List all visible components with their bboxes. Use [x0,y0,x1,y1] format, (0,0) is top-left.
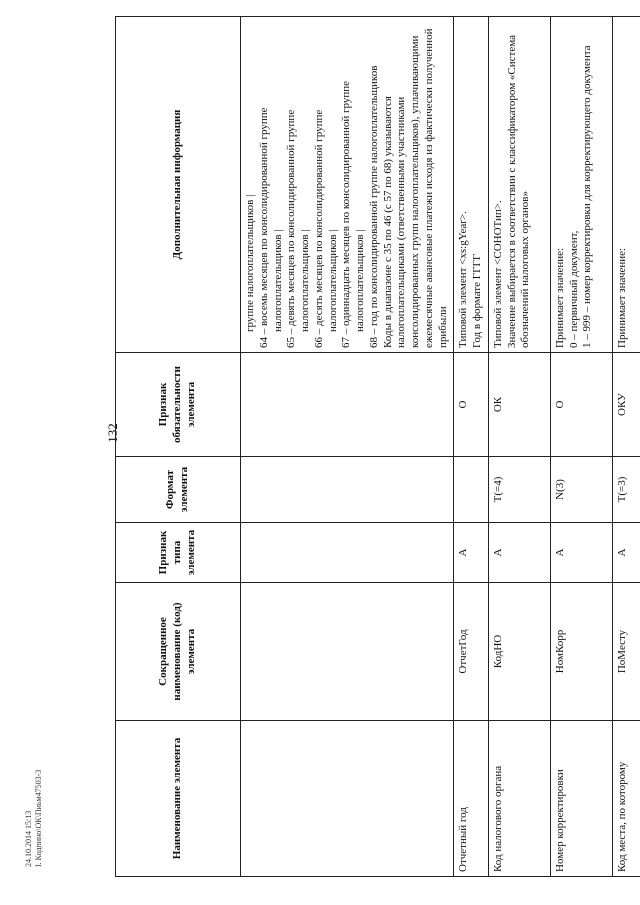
cell-code: КодНО [488,583,550,721]
cell-format [454,457,489,523]
cell-required [241,353,454,457]
footer-path: I. Кодпино\ОК\Пиьм47503-3 [33,769,43,867]
header-element-name: Наименование элемента [116,721,241,877]
cell-required: О [454,353,489,457]
table-row [612,17,640,877]
cell-format [241,457,454,523]
cell-code [241,583,454,721]
table-row [454,17,489,877]
footer-stamp [24,727,43,867]
cell-required: ОКУ [612,353,640,457]
footer-date: 24.10.2014 15:13 [24,810,33,867]
info-line: Типовой элемент <СОНОТип>. [491,200,504,348]
cell-format: T(=4) [488,457,550,523]
cell-type: А [454,523,489,583]
cell-info [612,17,640,353]
cell-info [550,17,612,353]
cell-name: Номер корректировки [550,721,612,877]
info-line: Типовой элемент <xs:gYear>. [457,211,470,348]
info-line: Год в формате ГГГГ [471,253,483,348]
cell-name: Код налогового органа [488,721,550,877]
table-row [488,17,550,877]
info-line: 64 – восемь месяцев по консолидированной группе налогоплательщиков | [257,107,284,348]
info-line: 66 – десять месяцев по консолидированной группе налогоплательщиков | [312,109,339,348]
cell-type: А [488,523,550,583]
cell-name: Отчетный год [454,721,489,877]
cell-name [241,721,454,877]
elements-table [115,16,640,877]
info-line: 67 – одиннадцать месяцев по консолидированной группе налогоплательщиков | [340,80,366,348]
info-line: Коды в диапазоне с 35 по 46 (с 57 по 68) указываются налогоплательщиками (ответственными участниками консолидированных групп налогоплательщиков), уплачивающими ежемесячные авансовые платежи исходя из фактически полученной прибыли [381,28,449,348]
table-row [550,17,612,877]
cell-type: А [550,523,612,583]
cell-name: Код места, по которому [612,721,640,877]
info-line: 1 – 999 – номер корректировки для корректирующего документа [581,45,594,348]
header-element-required: Признак обязательности элемента [116,353,241,457]
info-line: Принимает значение: [615,247,628,348]
table-row [241,17,454,877]
cell-code: НомКорр [550,583,612,721]
cell-format: T(=3) [612,457,640,523]
info-line: Значение выбирается в соответствии с классификатором «Система обозначений налоговых органов» [505,35,532,348]
cell-info [488,17,550,353]
info-line: группе налогоплательщиков | [244,194,256,332]
cell-info [241,17,454,353]
cell-code: ОтчетГод [454,583,489,721]
page-number: 132 [105,423,120,443]
header-element-type: Признак типа элемента [116,523,241,583]
cell-required: ОК [488,353,550,457]
info-line: 68 – год по консолидированной группе налогоплательщиков [367,65,380,348]
cell-required: О [550,353,612,457]
document-table-container [115,17,628,877]
info-line: 65 – девять месяцев по консолидированной группе налогоплательщиков | [285,109,311,348]
cell-code: ПоМесту [612,583,640,721]
cell-type: А [612,523,640,583]
header-element-format: Формат элемента [116,457,241,523]
header-additional-info: Дополнительная информация [116,17,241,353]
info-line: Принимает значение: [553,247,566,348]
info-line: 0 – первичный документ, [567,230,580,348]
table-header-row [116,17,241,877]
header-element-code: Сокращенное наименование (код) элемента [116,583,241,721]
cell-format: N(3) [550,457,612,523]
cell-type [241,523,454,583]
cell-info [454,17,489,353]
